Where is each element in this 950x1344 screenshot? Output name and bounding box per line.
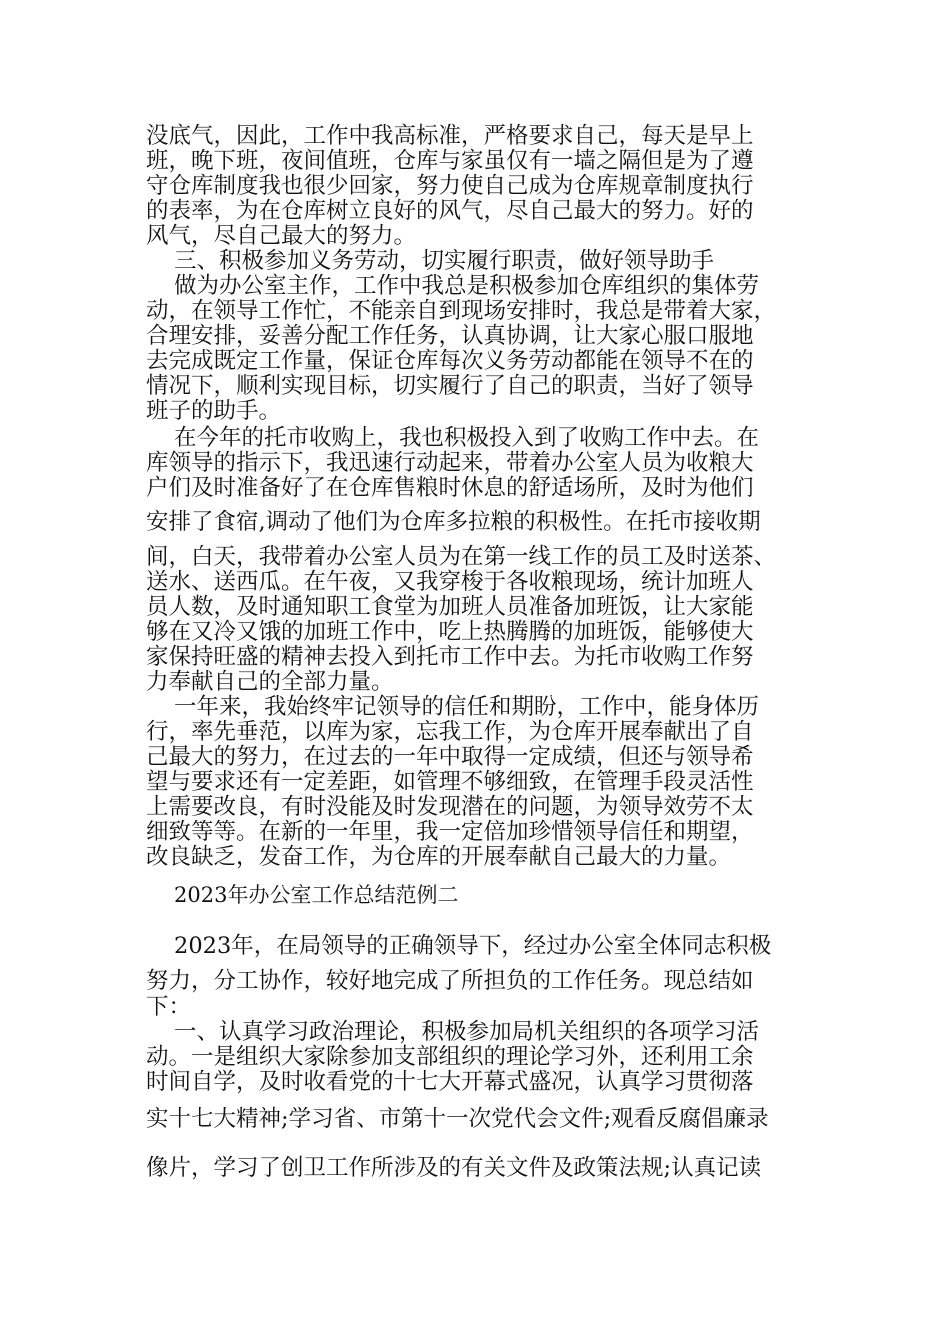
- body-text-line: 改良缺乏，发奋工作，为仓库的开展奉献自己最大的力量。: [146, 844, 732, 870]
- body-text-line: 望与要求还有一定差距，如管理不够细致，在管理手段灵活性: [146, 769, 754, 795]
- body-text-line: 班子的助手。: [146, 398, 282, 424]
- body-text-line: 风气，尽自己最大的努力。: [146, 223, 417, 249]
- body-text-line: 户们及时准备好了在仓库售粮时休息的舒适场所，及时为他们: [146, 475, 754, 501]
- body-text-line: 够在又冷又饿的加班工作中，吃上热腾腾的加班饭，能够使大: [146, 619, 754, 645]
- body-text-line: 守仓库制度我也很少回家，努力使自己成为仓库规章制度执行: [146, 173, 754, 199]
- body-text-line: 动，在领导工作忙，不能亲自到现场安排时，我总是带着大家，: [146, 298, 777, 324]
- body-text-line: 员人数，及时通知职工食堂为加班人员准备加班饭，让大家能: [146, 594, 754, 620]
- body-text-line: 去完成既定工作量，保证仓库每次义务劳动都能在领导不在的: [146, 348, 754, 374]
- body-text-line: 班，晚下班，夜间值班，仓库与家虽仅有一墙之隔但是为了遵: [146, 148, 754, 174]
- body-text-line: 一年来，我始终牢记领导的信任和期盼，工作中，能身体历: [174, 694, 760, 720]
- body-text-line: 己最大的努力，在过去的一年中取得一定成绩，但还与领导希: [146, 744, 754, 770]
- body-text-line: 做为办公室主作，工作中我总是积极参加仓库组织的集体劳: [174, 273, 760, 299]
- body-text-line: 2023年，在局领导的正确领导下，经过办公室全体同志积极: [174, 933, 772, 959]
- body-text-line: 间，白天，我带着办公室人员为在第一线工作的员工及时送茶、: [146, 544, 777, 570]
- body-text-line: 像片，学习了创卫工作所涉及的有关文件及政策法规;认真记读: [146, 1155, 762, 1181]
- body-text-line: 安排了食宿,调动了他们为仓库多拉粮的积极性。在托市接收期: [146, 509, 761, 535]
- body-text-line: 合理安排，妥善分配工作任务，认真协调，让大家心服口服地: [146, 323, 754, 349]
- body-text-line: 情况下，顺利实现目标，切实履行了自己的职责，当好了领导: [146, 373, 754, 399]
- section-heading-three: 三、积极参加义务劳动，切实履行职责，做好领导助手: [174, 248, 715, 274]
- body-text-line: 在今年的托市收购上，我也积极投入到了收购工作中去。在: [174, 425, 760, 451]
- example-two-title: 2023年办公室工作总结范例二: [174, 883, 459, 907]
- body-text-line: 家保持旺盛的精神去投入到托市工作中去。为托市收购工作努: [146, 644, 754, 670]
- body-text-line: 时间自学，及时收看党的十七大开幕式盛况，认真学习贯彻落: [146, 1069, 754, 1095]
- body-text-line: 送水、送西瓜。在午夜，又我穿梭于各收粮现场，统计加班人: [146, 569, 754, 595]
- body-text-line: 行，率先垂范，以库为家，忘我工作，为仓库开展奉献出了自: [146, 719, 754, 745]
- body-text-line: 细致等等。在新的一年里，我一定倍加珍惜领导信任和期望，: [146, 819, 754, 845]
- body-text-line: 实十七大精神;学习省、市第十一次党代会文件;观看反腐倡廉录: [146, 1106, 769, 1132]
- body-text-line: 上需要改良，有时没能及时发现潜在的问题，为领导效劳不太: [146, 794, 754, 820]
- section-heading-one: 一、认真学习政治理论，积极参加局机关组织的各项学习活: [174, 1019, 760, 1045]
- body-text-line: 下：: [146, 994, 192, 1020]
- body-text-line: 库领导的指示下，我迅速行动起来，带着办公室人员为收粮大: [146, 450, 754, 476]
- body-text-line: 动。一是组织大家除参加支部组织的理论学习外，还利用工余: [146, 1044, 754, 1070]
- body-text-line: 的表率，为在仓库树立良好的风气，尽自己最大的努力。好的: [146, 198, 754, 224]
- body-text-line: 力奉献自己的全部力量。: [146, 669, 394, 695]
- body-text-line: 没底气，因此，工作中我高标准，严格要求自己，每天是早上: [146, 123, 754, 149]
- body-text-line: 努力，分工协作，较好地完成了所担负的工作任务。现总结如: [146, 968, 754, 994]
